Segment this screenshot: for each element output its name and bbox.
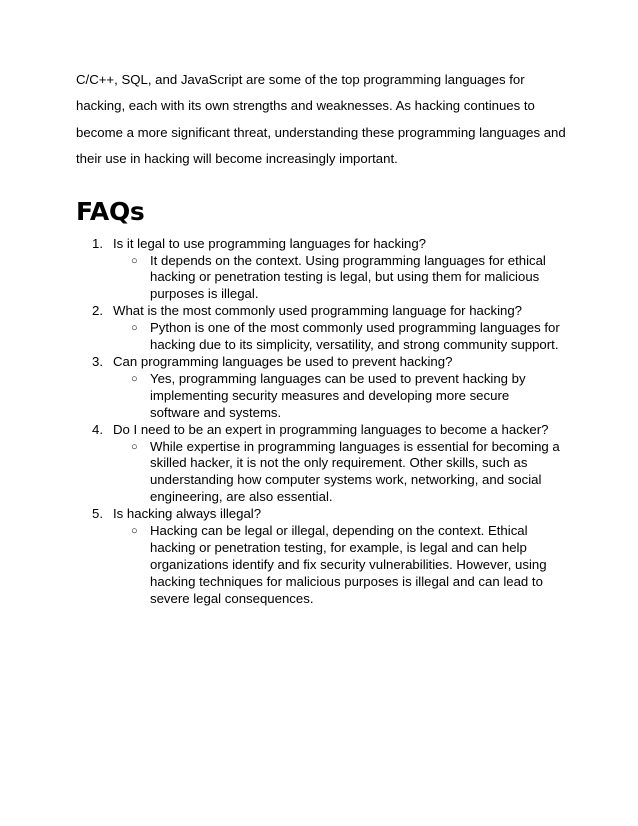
faq-question: Is it legal to use programming languages for hacking?	[113, 235, 427, 251]
faq-item	[76, 422, 578, 507]
faq-answer-text: Hacking can be legal or illegal, depending on the context. Ethical hacking or penetration testing, for example, is legal and can help organizations identify and fix security vulnerabilities. However, using hacking techniques for malicious purposes is illegal and can lead to severe legal consequences.	[150, 523, 547, 606]
faq-number: 1.	[92, 235, 103, 251]
hollow-circle-bullet-icon: ○	[131, 525, 138, 538]
faq-item	[76, 506, 578, 607]
hollow-circle-bullet-icon: ○	[131, 372, 138, 385]
faq-number: 2.	[92, 303, 103, 319]
faq-number: 5.	[92, 506, 103, 522]
faq-answer	[131, 370, 562, 422]
faq-question: What is the most commonly used programming language for hacking?	[113, 303, 523, 319]
faq-answer-text: Python is one of the most commonly used programming languages for hacking due to its simplicity, versatility, and strong community support.	[150, 320, 560, 353]
faq-answer	[131, 438, 562, 507]
faq-answer	[131, 523, 562, 608]
faq-question: Can programming languages be used to prevent hacking?	[113, 353, 453, 369]
faq-question: Is hacking always illegal?	[113, 506, 262, 522]
hollow-circle-bullet-icon: ○	[131, 254, 138, 267]
hollow-circle-bullet-icon: ○	[131, 322, 138, 335]
faq-answer-text: While expertise in programming languages is essential for becoming a skilled hacker, it is not the only requirement. Other skills, such as understanding how computer systems work, networking, and social engineering, are also essential.	[150, 438, 560, 505]
hollow-circle-bullet-icon: ○	[131, 440, 138, 453]
faq-item	[76, 236, 578, 304]
faq-list	[76, 236, 578, 608]
faq-answer	[131, 320, 562, 354]
intro-paragraph: C/C++, SQL, and JavaScript are some of the top programming languages for hacking, each with its own strengths and weaknesses. As hacking continues to become a more significant threat, understanding these programming languages and their use in hacking will become increasingly important.	[76, 72, 566, 167]
faq-heading: FAQs	[76, 196, 145, 226]
faq-answer	[131, 252, 562, 304]
faq-number: 4.	[92, 421, 103, 437]
faq-item	[76, 354, 578, 422]
faq-number: 3.	[92, 353, 103, 369]
faq-item	[76, 303, 578, 354]
faq-answer-text: Yes, programming languages can be used to prevent hacking by implementing security measures and developing more secure software and systems.	[150, 370, 526, 420]
faq-question: Do I need to be an expert in programming languages to become a hacker?	[113, 421, 549, 437]
faq-answer-text: It depends on the context. Using programming languages for ethical hacking or penetration testing is legal, but using them for malicious purposes is illegal.	[150, 252, 546, 302]
